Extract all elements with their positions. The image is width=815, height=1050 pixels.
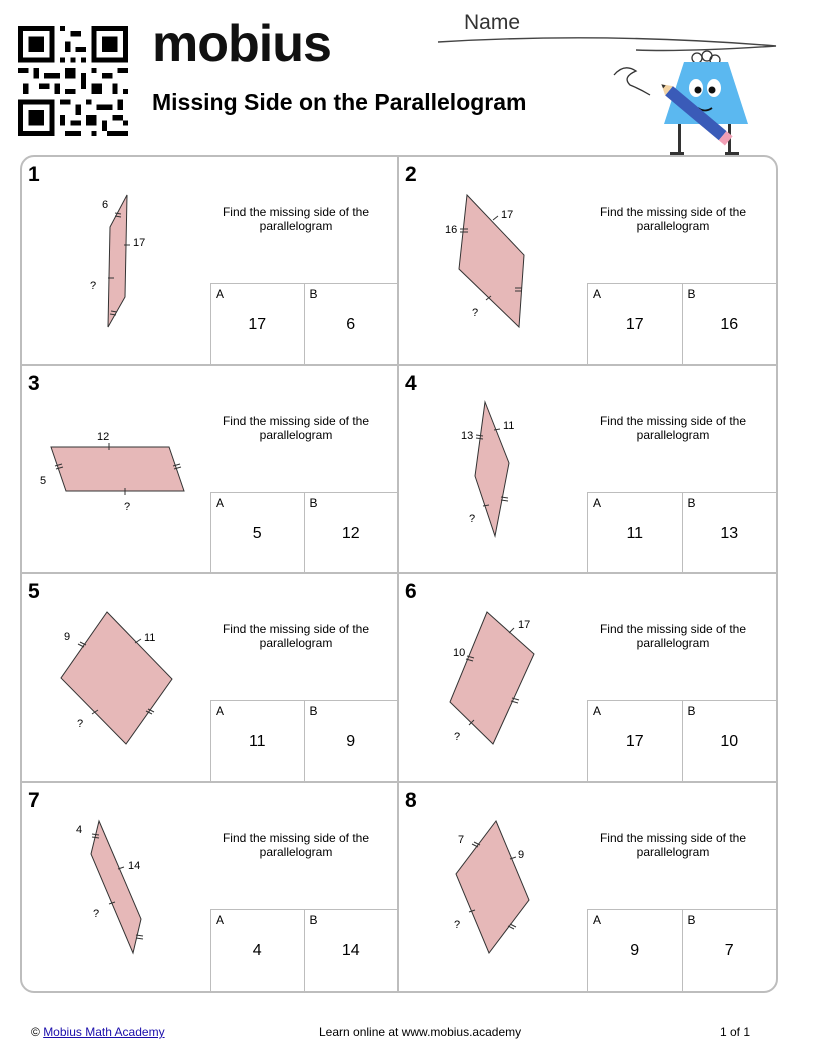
parallelogram-figure bbox=[399, 366, 589, 574]
answer-options bbox=[210, 909, 397, 992]
question-card bbox=[399, 366, 776, 575]
parallelogram-figure bbox=[399, 783, 589, 991]
option-value: 9 bbox=[630, 941, 640, 959]
footer-learn-online: Learn online at www.mobius.academy bbox=[319, 1025, 522, 1039]
option-letter: A bbox=[216, 912, 225, 927]
side-label: 9 bbox=[518, 848, 525, 861]
side-label: 11 bbox=[503, 419, 515, 432]
side-label: 11 bbox=[144, 632, 156, 644]
option-value: 6 bbox=[346, 316, 356, 333]
option-value: 14 bbox=[341, 941, 360, 959]
option-b[interactable] bbox=[304, 284, 398, 364]
option-value: 13 bbox=[720, 524, 739, 542]
option-a[interactable] bbox=[588, 493, 682, 573]
option-b[interactable] bbox=[304, 910, 398, 992]
question-card bbox=[22, 366, 399, 575]
footer-copyright bbox=[31, 1025, 165, 1039]
side-label: 17 bbox=[501, 209, 514, 221]
option-letter: B bbox=[309, 495, 318, 510]
question-number: 3 bbox=[28, 371, 40, 395]
option-letter: B bbox=[687, 912, 696, 927]
question-card bbox=[22, 783, 399, 992]
option-a[interactable] bbox=[588, 284, 682, 364]
option-letter: A bbox=[593, 495, 602, 510]
question-number: 7 bbox=[28, 788, 40, 812]
question-prompt: Find the missing side of the parallelogram bbox=[599, 205, 747, 233]
answer-options bbox=[587, 283, 776, 364]
name-label: Name bbox=[464, 11, 521, 34]
question-number: 6 bbox=[405, 580, 417, 603]
mobius-logo: mobius bbox=[152, 15, 331, 73]
option-letter: B bbox=[687, 704, 696, 718]
option-value: 4 bbox=[252, 941, 262, 959]
academy-link[interactable]: Mobius Math Academy bbox=[43, 1025, 165, 1039]
answer-options bbox=[210, 700, 397, 781]
page-title: Missing Side on the Parallelogram bbox=[152, 89, 527, 115]
option-a[interactable] bbox=[211, 493, 304, 573]
parallelogram-figure bbox=[22, 574, 212, 782]
option-letter: A bbox=[216, 495, 225, 510]
option-letter: A bbox=[593, 704, 602, 718]
mascot-illustration bbox=[612, 50, 762, 160]
missing-side-label: ? bbox=[124, 500, 131, 513]
side-label: 6 bbox=[102, 199, 109, 211]
question-prompt: Find the missing side of the parallelogram bbox=[222, 830, 370, 859]
qr-code bbox=[18, 26, 128, 136]
question-card bbox=[22, 574, 399, 783]
parallelogram-figure bbox=[399, 574, 589, 782]
answer-options bbox=[210, 492, 397, 573]
option-value: 12 bbox=[341, 524, 360, 542]
option-b[interactable] bbox=[682, 910, 777, 992]
question-number: 8 bbox=[405, 788, 417, 812]
question-number: 1 bbox=[28, 163, 40, 186]
question-prompt: Find the missing side of the parallelogram bbox=[599, 830, 747, 859]
missing-side-label: ? bbox=[454, 918, 461, 931]
question-number: 2 bbox=[405, 163, 417, 186]
option-letter: B bbox=[309, 287, 318, 301]
questions-grid bbox=[20, 155, 778, 993]
option-value: 17 bbox=[248, 316, 267, 333]
parallelogram-figure bbox=[22, 783, 212, 991]
question-prompt: Find the missing side of the parallelogram bbox=[222, 205, 370, 233]
option-value: 17 bbox=[625, 316, 644, 333]
answer-options bbox=[587, 909, 776, 992]
missing-side-label: ? bbox=[93, 907, 100, 920]
question-card bbox=[399, 157, 776, 366]
side-label: 12 bbox=[97, 430, 110, 443]
question-number: 5 bbox=[28, 580, 40, 603]
side-label: 7 bbox=[458, 833, 465, 846]
question-prompt: Find the missing side of the parallelogram bbox=[222, 622, 370, 650]
side-label: 10 bbox=[453, 647, 466, 659]
missing-side-label: ? bbox=[77, 718, 84, 730]
missing-side-label: ? bbox=[90, 280, 97, 292]
option-b[interactable] bbox=[682, 701, 777, 781]
option-letter: A bbox=[216, 287, 225, 301]
side-label: 17 bbox=[133, 237, 146, 249]
question-prompt: Find the missing side of the parallelogram bbox=[599, 413, 747, 442]
option-letter: B bbox=[687, 287, 696, 301]
option-a[interactable] bbox=[211, 284, 304, 364]
option-value: 11 bbox=[626, 524, 644, 542]
option-letter: B bbox=[309, 704, 318, 718]
question-prompt: Find the missing side of the parallelogram bbox=[599, 622, 747, 650]
parallelogram-figure bbox=[399, 157, 589, 365]
option-a[interactable] bbox=[211, 701, 304, 781]
question-card bbox=[399, 783, 776, 992]
option-letter: A bbox=[593, 912, 602, 927]
option-value: 9 bbox=[346, 733, 356, 750]
side-label: 17 bbox=[518, 619, 531, 631]
option-letter: A bbox=[593, 287, 602, 301]
missing-side-label: ? bbox=[469, 512, 476, 525]
option-value: 7 bbox=[724, 941, 734, 959]
question-card bbox=[22, 157, 399, 366]
question-prompt: Find the missing side of the parallelogram bbox=[222, 413, 370, 442]
parallelogram-figure bbox=[22, 366, 212, 574]
side-label: 4 bbox=[76, 823, 83, 836]
option-b[interactable] bbox=[304, 701, 398, 781]
option-value: 5 bbox=[252, 524, 262, 542]
option-letter: B bbox=[309, 912, 318, 927]
side-label: 13 bbox=[461, 429, 474, 442]
answer-options bbox=[587, 492, 776, 573]
answer-options bbox=[587, 700, 776, 781]
missing-side-label: ? bbox=[454, 731, 461, 743]
page-number: 1 of 1 bbox=[720, 1025, 751, 1039]
option-value: 17 bbox=[625, 733, 644, 750]
missing-side-label: ? bbox=[472, 307, 479, 319]
side-label: 14 bbox=[128, 859, 141, 872]
side-label: 5 bbox=[40, 474, 47, 487]
option-b[interactable] bbox=[682, 284, 777, 364]
option-value: 16 bbox=[720, 316, 739, 333]
option-b[interactable] bbox=[304, 493, 398, 573]
option-a[interactable] bbox=[211, 910, 304, 992]
copyright-symbol: © bbox=[31, 1025, 40, 1039]
question-card bbox=[399, 574, 776, 783]
side-label: 16 bbox=[445, 224, 458, 236]
option-a[interactable] bbox=[588, 910, 682, 992]
question-number: 4 bbox=[405, 371, 417, 395]
option-b[interactable] bbox=[682, 493, 777, 573]
parallelogram-figure bbox=[22, 157, 212, 365]
option-letter: A bbox=[216, 704, 225, 718]
side-label: 9 bbox=[64, 631, 71, 643]
option-letter: B bbox=[687, 495, 696, 510]
option-value: 10 bbox=[720, 733, 739, 750]
option-value: 11 bbox=[248, 733, 266, 750]
option-a[interactable] bbox=[588, 701, 682, 781]
answer-options bbox=[210, 283, 397, 364]
